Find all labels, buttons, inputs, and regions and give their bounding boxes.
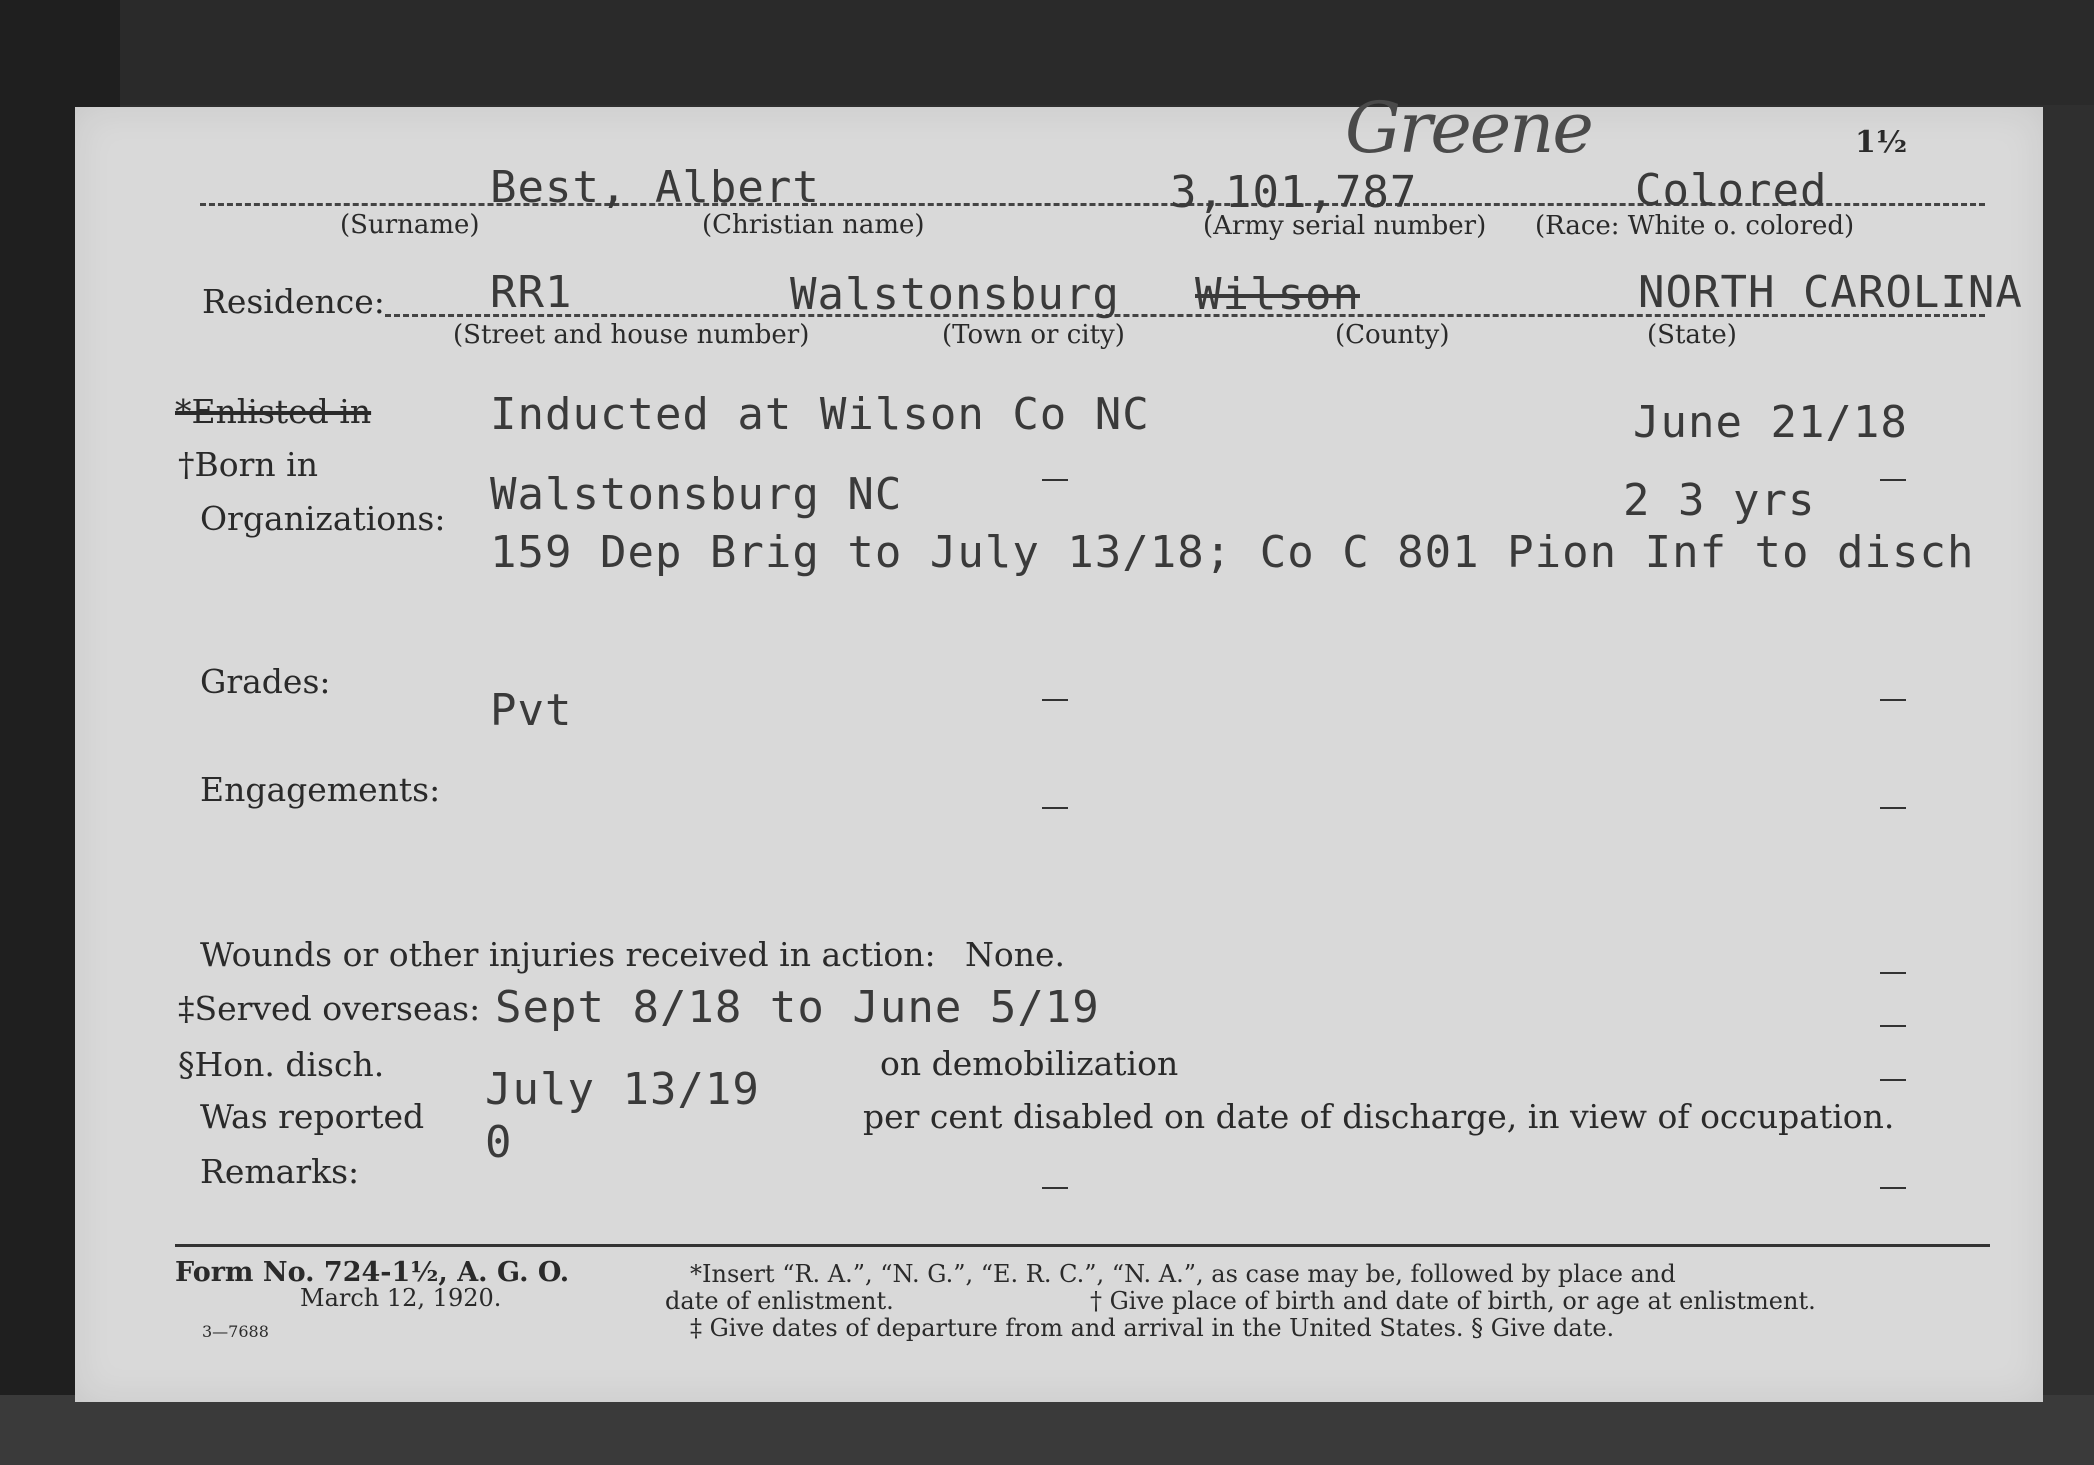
remarks-label: Remarks: (200, 1152, 360, 1191)
street-value: RR1 (490, 267, 573, 318)
footnote-line-2a: date of enlistment. (665, 1287, 894, 1315)
born-dash-right (1880, 479, 1906, 481)
engagements-label: Engagements: (200, 770, 441, 809)
state-value: NORTH CAROLINA (1638, 267, 2023, 318)
hon-disch-note: on demobilization (880, 1044, 1179, 1083)
race-caption: (Race: White o. colored) (1535, 211, 1855, 241)
born-value: Walstonsburg NC (490, 469, 903, 520)
town-caption: (Town or city) (942, 320, 1125, 350)
born-label: †Born in (178, 445, 318, 484)
wounds-value: None. (965, 935, 1066, 974)
corner-number: 1½ (1855, 125, 1908, 160)
enlisted-label: *Enlisted in (175, 392, 372, 431)
engagements-dash-right (1880, 807, 1906, 809)
overseas-dash-right (1880, 1025, 1906, 1027)
hon-disch-label: §Hon. disch. (178, 1045, 385, 1084)
grades-value: Pvt (490, 685, 573, 736)
reported-note: per cent disabled on date of discharge, in view of occupation. (863, 1097, 1895, 1136)
enlisted-date: June 21/18 (1633, 397, 1908, 448)
reported-value: 0 (485, 1117, 513, 1168)
organizations-label: Organizations: (200, 499, 446, 538)
footnote-line-2b: † Give place of birth and date of birth, or age at enlistment. (1090, 1287, 1816, 1315)
street-caption: (Street and house number) (453, 320, 810, 350)
remarks-dash-right (1880, 1187, 1906, 1189)
surname-caption: (Surname) (340, 210, 480, 240)
grades-dash (1042, 699, 1068, 701)
footnote-line-3: ‡ Give dates of departure from and arrival in the United States. § Give date. (690, 1314, 1615, 1342)
background-bottom (0, 1395, 2094, 1465)
christian-caption: (Christian name) (702, 210, 925, 240)
town-value: Walstonsburg (790, 269, 1120, 320)
state-caption: (State) (1647, 320, 1737, 350)
hon-disch-dash-right (1880, 1079, 1906, 1081)
print-code: 3—7688 (202, 1322, 269, 1341)
reported-label: Was reported (200, 1097, 425, 1136)
grades-label: Grades: (200, 662, 331, 701)
wounds-dash-right (1880, 972, 1906, 974)
hon-disch-value: July 13/19 (485, 1064, 760, 1115)
engagements-dash (1042, 807, 1068, 809)
handwritten-county: Greene (1345, 87, 1592, 169)
enlisted-value: Inducted at Wilson Co NC (490, 389, 1150, 440)
service-record-card (75, 87, 2043, 1402)
residence-label: Residence: (202, 282, 385, 321)
born-age: 2 3 yrs (1623, 475, 1816, 526)
footer-rule (175, 1244, 1990, 1247)
county-value: Wilson (1195, 269, 1360, 320)
surname-value: Best, Albert (490, 162, 820, 213)
grades-dash-right (1880, 699, 1906, 701)
wounds-label: Wounds or other injuries received in action: (200, 935, 936, 974)
form-number: Form No. 724-1½, A. G. O. (175, 1257, 570, 1288)
remarks-dash (1042, 1187, 1068, 1189)
serial-value: 3,101,787 (1170, 167, 1418, 218)
overseas-label: ‡Served overseas: (178, 989, 481, 1028)
form-date: March 12, 1920. (300, 1284, 502, 1312)
organizations-value: 159 Dep Brig to July 13/18; Co C 801 Pion Inf to disch (490, 527, 1975, 578)
footnote-line-1: *Insert “R. A.”, “N. G.”, “E. R. C.”, “N. A.”, as case may be, followed by place and (690, 1260, 1676, 1288)
background-top (0, 0, 2094, 105)
born-dash (1042, 479, 1068, 481)
county-caption: (County) (1335, 320, 1450, 350)
overseas-value: Sept 8/18 to June 5/19 (495, 982, 1100, 1033)
serial-caption: (Army serial number) (1203, 211, 1487, 241)
race-value: Colored (1635, 165, 1828, 216)
